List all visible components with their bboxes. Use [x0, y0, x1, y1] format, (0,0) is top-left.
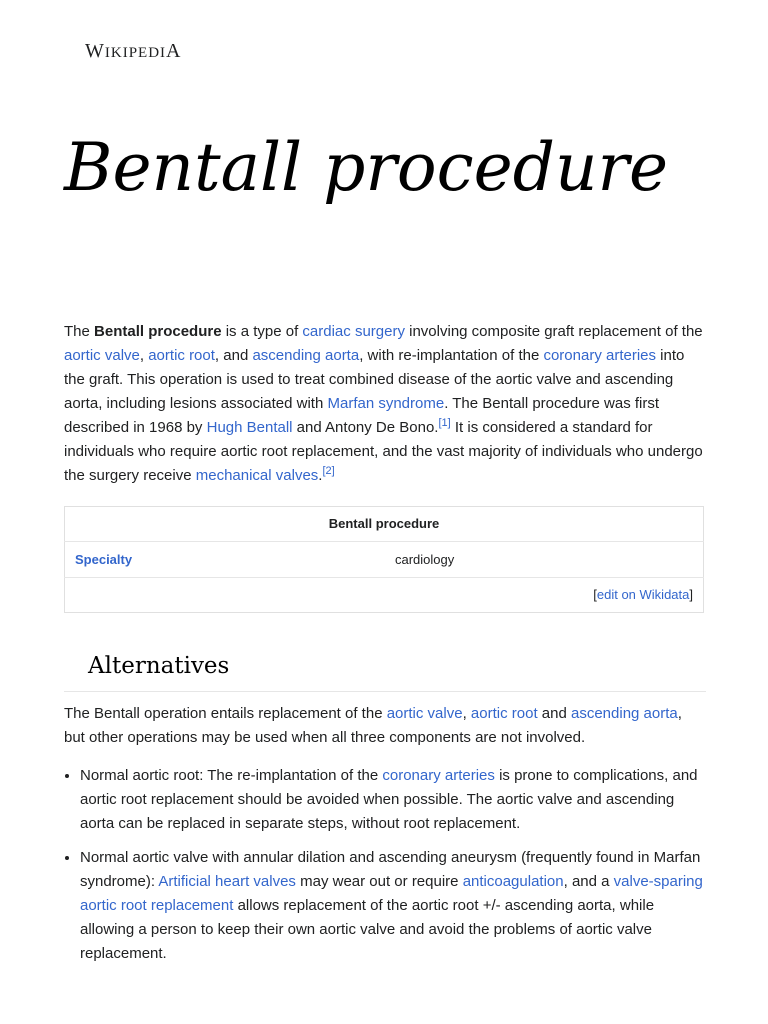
link-aortic-valve[interactable]: aortic valve: [386, 705, 463, 722]
logo-letter-a: A: [166, 40, 182, 62]
alternatives-list: [64, 764, 706, 966]
article-body: [64, 320, 706, 976]
alt-text: , but other operations may be used when all three components are not involved.: [64, 705, 682, 746]
lead-text: .: [318, 467, 323, 484]
link-ascending-aorta[interactable]: ascending aorta: [252, 347, 360, 364]
section-heading-alternatives[interactable]: Alternatives: [64, 651, 706, 692]
link-aortic-root[interactable]: aortic root: [148, 347, 215, 364]
link-aortic-valve[interactable]: aortic valve: [64, 347, 140, 364]
logo-letter-w: W: [85, 40, 105, 62]
infobox-edit-row: [65, 578, 704, 613]
bracket-open: [: [593, 587, 597, 602]
bracket-close: ]: [689, 587, 693, 602]
alt-text: and: [537, 705, 571, 722]
alternatives-intro: [64, 702, 706, 750]
bullet-text: Normal aortic root: The re-implantation of the: [80, 767, 383, 784]
infobox-label-specialty: [65, 542, 396, 578]
lead-text: involving composite graft replacement of the: [404, 323, 703, 340]
lead-text: . The Bentall procedure was first described in 1968 by: [64, 395, 660, 436]
lead-text: The: [64, 323, 95, 340]
lead-text: It is considered a standard for individuals who require aortic root replacement, and the vast majority of individuals who undergo the surgery receive: [64, 419, 703, 484]
link-hugh-bentall[interactable]: Hugh Bentall: [206, 419, 293, 436]
link-aortic-root[interactable]: aortic root: [470, 705, 538, 722]
infobox: [64, 506, 704, 613]
reference-2[interactable]: [2]: [322, 465, 335, 477]
infobox-value-specialty: cardiology: [395, 542, 704, 578]
bullet-text: may wear out or require: [295, 873, 463, 890]
list-item: [80, 846, 706, 966]
link-specialty[interactable]: Specialty: [75, 551, 133, 567]
link-coronary-arteries[interactable]: coronary arteries: [382, 767, 495, 784]
reference-1[interactable]: [1]: [438, 417, 451, 429]
wikipedia-logo[interactable]: [85, 40, 182, 63]
alt-text: The Bentall operation entails replacement of the: [64, 705, 387, 722]
link-artificial-heart-valves[interactable]: Artificial heart valves: [158, 873, 296, 890]
infobox-title: Bentall procedure: [328, 516, 440, 531]
lead-text: , with re-implantation of the: [359, 347, 544, 364]
lead-text: is a type of: [221, 323, 303, 340]
link-anticoagulation[interactable]: anticoagulation: [462, 873, 564, 890]
list-item: [80, 764, 706, 836]
lead-text: , and: [214, 347, 253, 364]
lead-bold-term: Bentall procedure: [94, 323, 222, 340]
lead-text: into the graft. This operation is used to treat combined disease of the aortic valve and ascending aorta, including lesions associated with: [64, 347, 685, 412]
lead-paragraph: [64, 320, 706, 488]
page-title: Bentall procedure: [64, 129, 669, 206]
bullet-text: Normal aortic valve with annular dilation and ascending aneurysm (frequently found in Marfan syndrome):: [80, 849, 701, 890]
edit-on-wikidata-link[interactable]: edit on Wikidata: [596, 587, 690, 602]
link-marfan-syndrome[interactable]: Marfan syndrome: [327, 395, 445, 412]
bullet-text: allows replacement of the aortic root +/- ascending aorta, while allowing a person to keep their own aortic valve and avoid the problems of aortic valve replacement.: [80, 897, 655, 962]
link-valve-sparing-aortic-root-replacement[interactable]: valve-sparing aortic root replacement: [80, 873, 703, 914]
link-coronary-arteries[interactable]: coronary arteries: [543, 347, 657, 364]
link-mechanical-valves[interactable]: mechanical valves: [195, 467, 319, 484]
alt-text: ,: [462, 705, 471, 722]
link-ascending-aorta[interactable]: ascending aorta: [571, 705, 678, 722]
link-cardiac-surgery[interactable]: cardiac surgery: [302, 323, 405, 340]
logo-letters: IKIPEDI: [104, 45, 167, 61]
lead-text: ,: [139, 347, 149, 364]
lead-text: and Antony De Bono.: [292, 419, 439, 436]
bullet-text: is prone to complications, and aortic root replacement should be avoided when possible. The aortic valve and ascending aorta can be replaced in separate steps, without root replacement.: [80, 767, 698, 832]
bullet-text: , and a: [563, 873, 614, 890]
